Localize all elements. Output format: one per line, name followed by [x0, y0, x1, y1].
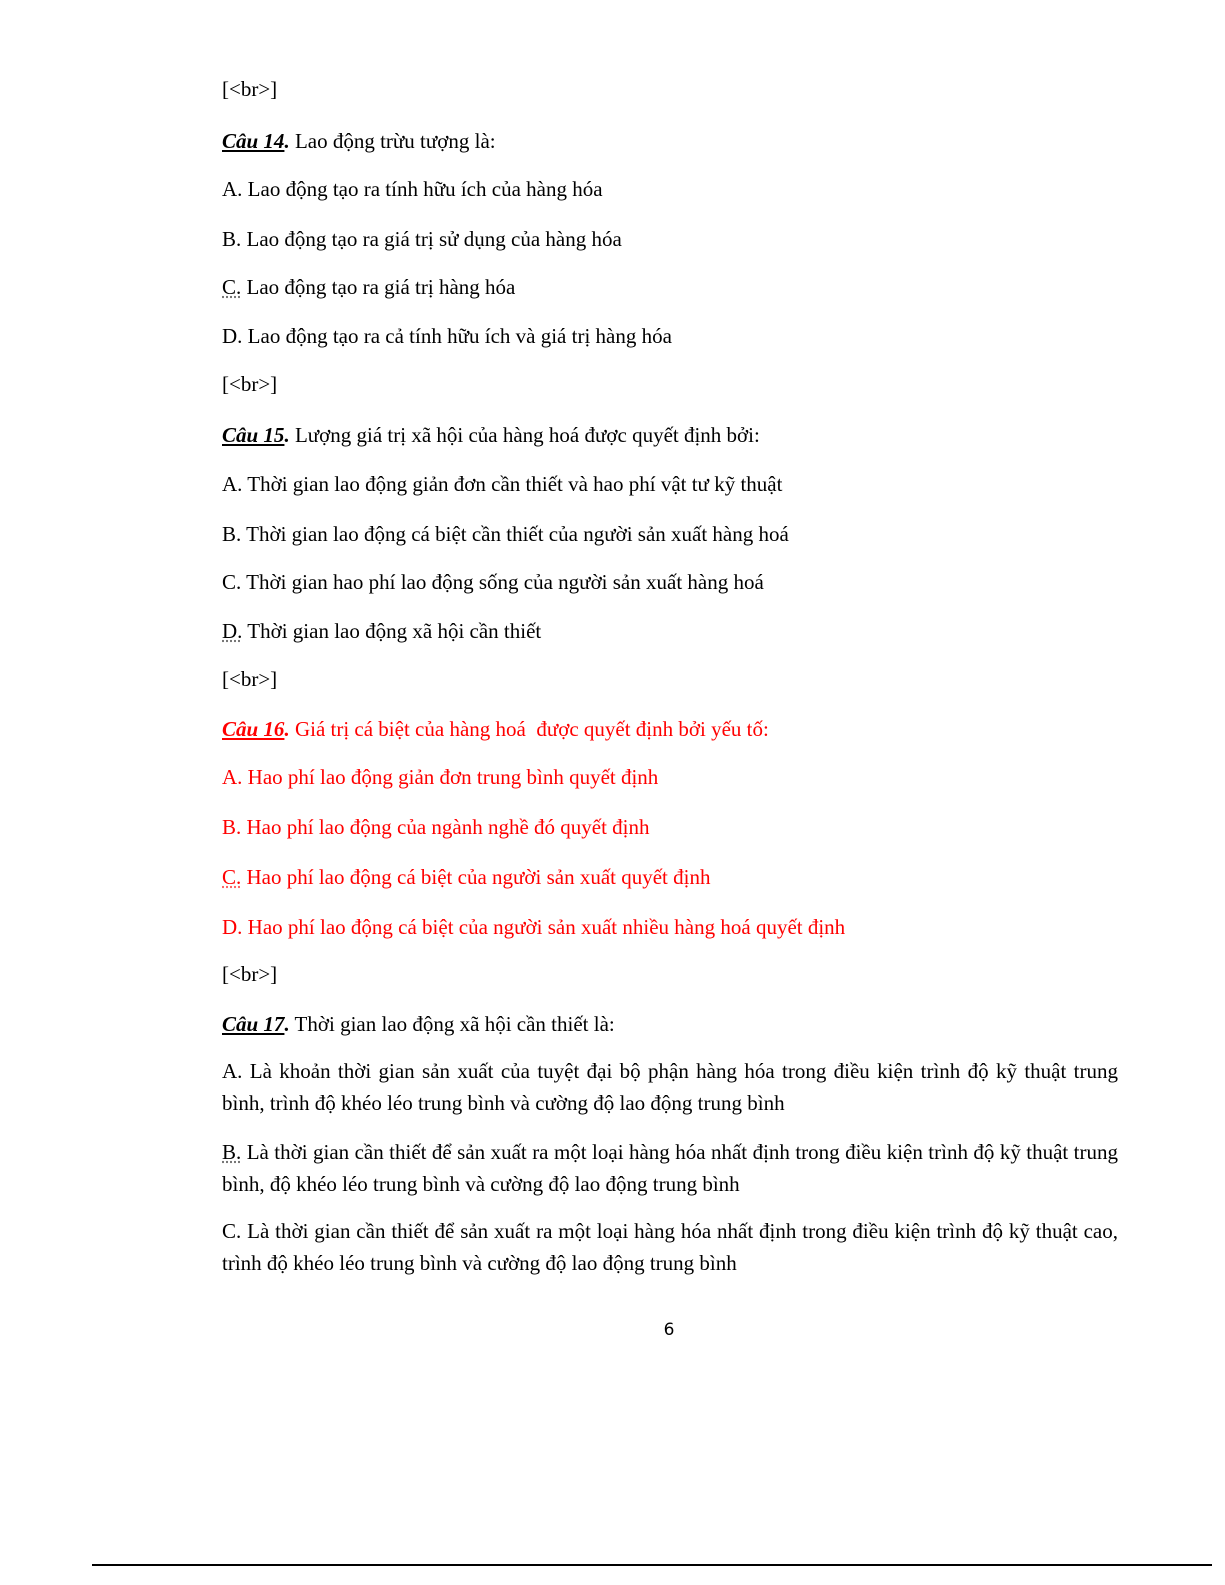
option-letter: D.	[222, 324, 243, 348]
answer-option	[222, 570, 764, 594]
option-letter: A.	[222, 765, 243, 789]
answer-option-correct	[222, 275, 515, 299]
break-marker: [<br>]	[222, 372, 278, 396]
option-letter: D.	[222, 915, 243, 939]
option-letter: C.	[222, 275, 242, 299]
question-label: Câu 17	[222, 1012, 285, 1036]
break-marker: [<br>]	[222, 77, 278, 101]
option-text: Là thời gian cần thiết để sản xuất ra một loại hàng hóa nhất định trong điều kiện trình độ kỹ thuật trung bình, độ khéo léo trung bình và cường độ lao động trung bình	[222, 1140, 1118, 1196]
answer-option	[222, 227, 622, 251]
option-letter: C.	[222, 865, 242, 889]
page-number: 6	[663, 1320, 675, 1340]
answer-option-correct	[222, 865, 710, 889]
option-text: Thời gian lao động cá biệt cần thiết của người sản xuất hàng hoá	[241, 522, 789, 546]
answer-option-correct	[222, 619, 541, 643]
answer-option	[222, 472, 782, 496]
answer-option	[222, 522, 789, 546]
answer-option-correct	[222, 1136, 1118, 1200]
answer-option	[222, 324, 672, 348]
question-15	[222, 423, 760, 447]
question-14	[222, 129, 496, 153]
break-marker: [<br>]	[222, 962, 278, 986]
break-marker: [<br>]	[222, 667, 278, 691]
option-text: Hao phí lao động cá biệt của người sản xuất quyết định	[241, 865, 711, 889]
option-letter: A.	[222, 177, 243, 201]
question-dot: .	[284, 1012, 290, 1036]
option-letter: C.	[222, 570, 242, 594]
question-label: Câu 15	[222, 423, 285, 447]
option-letter: D.	[222, 619, 243, 643]
option-letter: B.	[222, 1140, 242, 1164]
answer-option	[222, 1055, 1118, 1119]
option-letter: A.	[222, 1059, 243, 1083]
option-text: Là thời gian cần thiết để sản xuất ra một loại hàng hóa nhất định trong điều kiện trình độ kỹ thuật cao, trình độ khéo léo trung bình và cường độ lao động trung bình	[222, 1219, 1118, 1275]
option-letter: B.	[222, 815, 242, 839]
question-label: Câu 14	[222, 129, 285, 153]
option-letter: B.	[222, 227, 242, 251]
answer-option	[222, 765, 658, 789]
option-text: Hao phí lao động của ngành nghề đó quyết định	[241, 815, 650, 839]
question-dot: .	[284, 717, 290, 741]
option-letter: C.	[222, 1219, 242, 1243]
question-17	[222, 1012, 615, 1036]
question-label: Câu 16	[222, 717, 285, 741]
question-dot: .	[284, 129, 290, 153]
question-text: Thời gian lao động xã hội cần thiết là:	[289, 1012, 615, 1036]
option-text: Lao động tạo ra giá trị hàng hóa	[241, 275, 516, 299]
option-text: Lao động tạo ra tính hữu ích của hàng hóa	[242, 177, 603, 201]
option-text: Thời gian hao phí lao động sống của người sản xuất hàng hoá	[241, 570, 764, 594]
question-16	[222, 717, 769, 741]
option-letter: B.	[222, 522, 242, 546]
answer-option	[222, 915, 845, 939]
question-dot: .	[284, 423, 290, 447]
answer-option	[222, 177, 603, 201]
answer-option	[222, 1215, 1118, 1279]
question-text: Giá trị cá biệt của hàng hoá được quyết định bởi yếu tố:	[289, 717, 769, 741]
answer-option	[222, 815, 650, 839]
option-text: Lao động tạo ra cả tính hữu ích và giá trị hàng hóa	[242, 324, 672, 348]
option-letter: A.	[222, 472, 243, 496]
option-text: Thời gian lao động xã hội cần thiết	[242, 619, 542, 643]
option-text: Hao phí lao động cá biệt của người sản xuất nhiều hàng hoá quyết định	[242, 915, 846, 939]
bottom-divider	[92, 1564, 1212, 1566]
option-text: Hao phí lao động giản đơn trung bình quyết định	[242, 765, 659, 789]
option-text: Lao động tạo ra giá trị sử dụng của hàng hóa	[241, 227, 622, 251]
option-text: Là khoản thời gian sản xuất của tuyệt đại bộ phận hàng hóa trong điều kiện trình độ kỹ thuật trung bình, trình độ khéo léo trung bình và cường độ lao động trung bình	[222, 1059, 1118, 1115]
question-text: Lượng giá trị xã hội của hàng hoá được quyết định bởi:	[289, 423, 760, 447]
question-text: Lao động trừu tượng là:	[289, 129, 496, 153]
option-text: Thời gian lao động giản đơn cần thiết và hao phí vật tư kỹ thuật	[242, 472, 783, 496]
